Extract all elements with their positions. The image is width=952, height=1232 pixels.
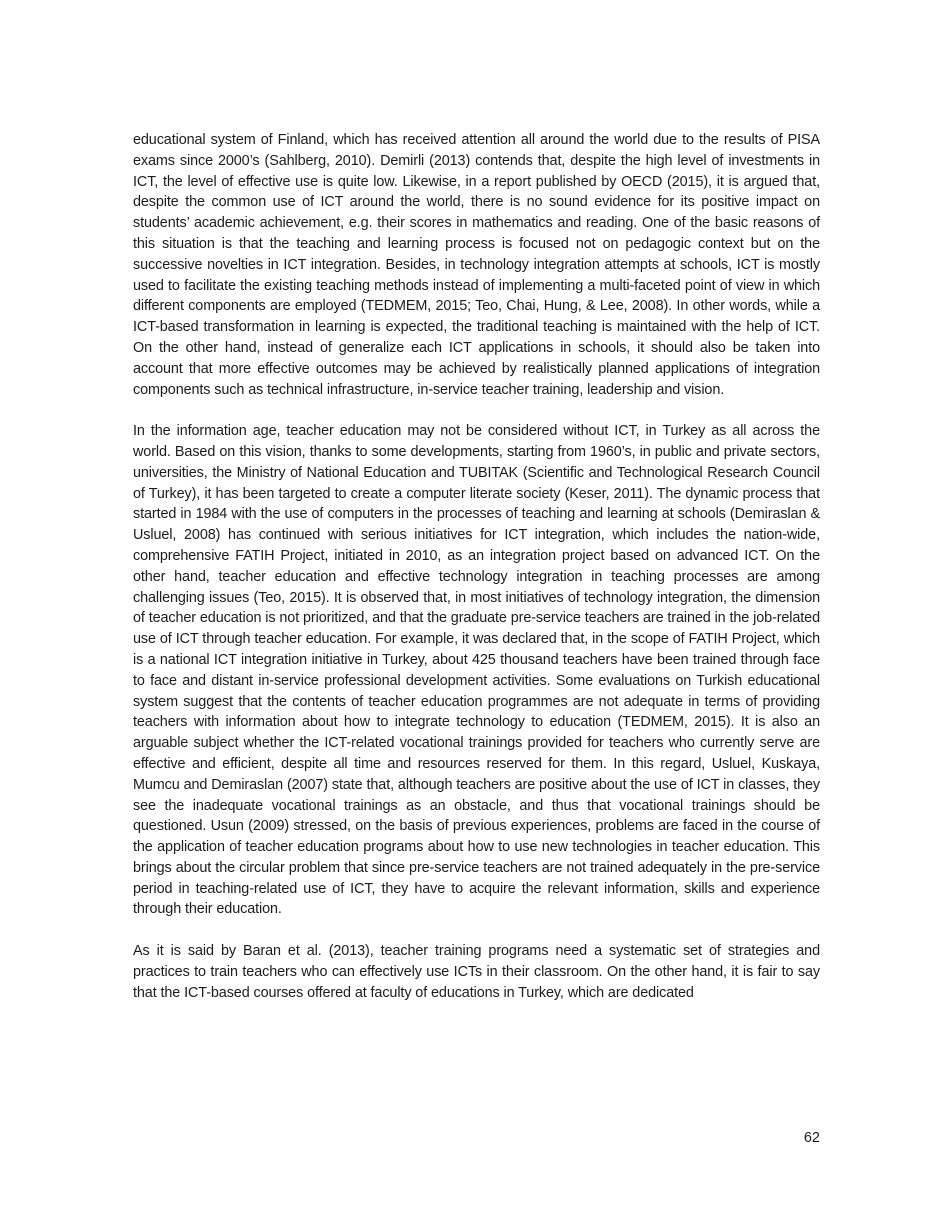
page-body-text bbox=[133, 130, 820, 1024]
page-number: 62 bbox=[803, 1130, 820, 1146]
paragraph: educational system of Finland, which has received attention all around the world due to the results of PISA exams since 2000’s (Sahlberg, 2010). Demirli (2013) contends that, despite the high level of investments in ICT, the level of effective use is quite low. Likewise, in a report published by OECD (2015), it is argued that, despite the common use of ICT around the world, there is no sound evidence for its positive impact on students’ academic achievement, e.g. their scores in mathematics and reading. One of the basic reasons of this situation is that the teaching and learning process is focused not on pedagogic context but on the successive novelties in ICT integration. Besides, in technology integration attempts at schools, ICT is mostly used to facilitate the existing teaching methods instead of implementing a multi-faceted point of view in which different components are employed (TEDMEM, 2015; Teo, Chai, Hung, & Lee, 2008). In other words, while a ICT-based transformation in learning is expected, the traditional teaching is maintained with the help of ICT. On the other hand, instead of generalize each ICT applications in schools, it should also be taken into account that more effective outcomes may be achieved by realistically planned applications of integration components such as technical infrastructure, in-service teacher training, leadership and vision. bbox=[133, 132, 820, 398]
paragraph: In the information age, teacher education may not be considered without ICT, in Turkey as all across the world. Based on this vision, thanks to some developments, starting from 1960’s, in public and private sectors, universities, the Ministry of National Education and TUBITAK (Scientific and Technological Research Council of Turkey), it has been targeted to create a computer literate society (Keser, 2011). The dynamic process that started in 1984 with the use of computers in the processes of teaching and learning at schools (Demiraslan & Usluel, 2008) has continued with serious initiatives for ICT integration, which includes the nation-wide, comprehensive FATIH Project, initiated in 2010, as an integration project based on advanced ICT. On the other hand, teacher education and effective technology integration in teaching processes are among challenging issues (Teo, 2015). It is observed that, in most initiatives of technology integration, the dimension of teacher education is not prioritized, and that the graduate pre-service teachers are trained in the job-related use of ICT through teacher education. For example, it was declared that, in the scope of FATIH Project, which is a national ICT integration initiative in Turkey, about 425 thousand teachers have been trained through face to face and distant in-service professional development activities. Some evaluations on Turkish educational system suggest that the contents of teacher education programmes are not adequate in terms of providing teachers with information about how to integrate technology to education (TEDMEM, 2015). It is also an arguable subject whether the ICT-related vocational trainings provided for teachers who currently serve are effective and efficient, despite all time and resources reserved for them. In this regard, Usluel, Kuskaya, Mumcu and Demiraslan (2007) state that, although teachers are positive about the use of ICT in classes, they see the inadequate vocational trainings as an obstacle, and thus that vocational trainings should be questioned. Usun (2009) stressed, on the basis of previous experiences, problems are faced in the course of the application of teacher education programs about how to use new technologies in teacher education. This brings about the circular problem that since pre-service teachers are not trained adequately in the pre-service period in teaching-related use of ICT, they have to acquire the relevant information, skills and experience through their education. bbox=[133, 423, 820, 918]
paragraph: As it is said by Baran et al. (2013), teacher training programs need a systematic set of strategies and practices to train teachers who can effectively use ICTs in their classroom. On the other hand, it is fair to say that the ICT-based courses offered at faculty of educations in Turkey, which are dedicated bbox=[133, 943, 820, 1001]
